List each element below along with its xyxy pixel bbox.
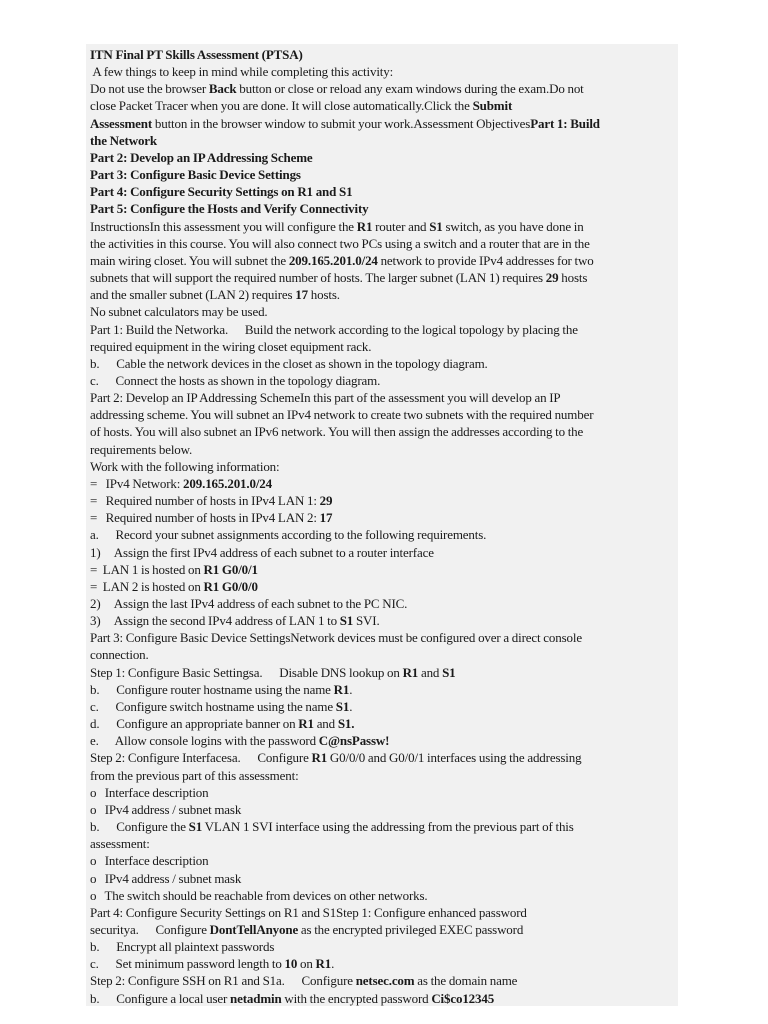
text-run: button in the browser window to submit your work.Assessment Objectives [152,115,531,131]
document-line [90,389,674,406]
text-run: connection. [90,647,149,663]
bold-text: R1 [356,218,373,234]
text-run: o Interface description [90,853,209,869]
document-line [90,269,674,286]
document-line [90,218,674,235]
text-run: . [349,681,353,697]
document-line [90,303,674,320]
document-line [90,561,674,578]
text-run: Part 2: Develop an IP Addressing SchemeIn this part of the assessment you will develop an IP [90,390,561,406]
document-line [90,235,674,252]
bold-text: R1 [298,716,314,732]
document-line [90,406,674,423]
bold-text: R1 [333,681,350,697]
text-run: and [313,716,338,732]
document-line [90,646,674,663]
document-line [90,492,674,509]
text-run: close Packet Tracer when you are done. It will close automatically.Click the [90,98,473,114]
document-line [90,870,674,887]
document-line [90,338,674,355]
bold-text: R1 G0/0/1 [203,561,258,577]
bold-text: 29 [319,493,333,509]
document-line [90,132,674,149]
text-run: o Interface description [90,784,209,800]
bold-text: S1 [188,819,203,835]
text-run: hosts [558,270,588,286]
bold-text: R1 [315,956,332,972]
text-run: = IPv4 Network: [90,475,184,491]
text-run: subnets that will support the required number of hosts. The larger subnet (LAN 1) requires [90,270,546,286]
document-line [90,183,674,200]
text-run: and [418,664,443,680]
bold-text: DontTellAnyone [209,921,299,937]
document-line [90,355,674,372]
document-line [90,578,674,595]
document-line [90,115,674,132]
bold-text: the Network [90,132,158,148]
text-run: the activities in this course. You will also connect two PCs using a switch and a router that are in the [90,235,590,251]
document-line [90,509,674,526]
document-line [90,46,674,63]
text-run: Part 4: Configure Security Settings on R1 and S1Step 1: Configure enhanced password [90,904,527,920]
text-run: 2) Assign the last IPv4 address of each subnet to the PC NIC. [90,596,408,611]
text-run: network to provide IPv4 addresses for two [377,252,594,268]
bold-text: Part 4: Configure Security Settings on R1 and S1 [90,184,353,200]
bold-text: 10 [284,956,298,972]
bold-text: Ci$co12345 [431,990,495,1006]
text-run: router and [372,218,430,234]
text-run: A few things to keep in mind while completing this activity: [90,64,394,80]
document-line [90,423,674,440]
text-run: b. Configure a local user [90,990,231,1006]
bold-text: netadmin [230,990,282,1006]
text-run: Part 3: Configure Basic Device SettingsNetwork devices must be configured over a direct console [90,630,582,646]
text-run: Part 1: Build the Networka. Build the network according to the logical topology by placing the [90,321,578,337]
bold-text: S1. [337,716,355,732]
text-run: . [331,956,335,972]
text-run: and the smaller subnet (LAN 2) requires [90,287,296,303]
text-run: securitya. Configure [90,921,210,937]
text-run: e. Allow console logins with the password [90,733,319,749]
text-run: = Required number of hosts in IPv4 LAN 1: [90,493,320,509]
text-run: b. Configure the [90,819,189,835]
text-run: button or close or reload any exam windows during the exam.Do not [236,81,584,97]
bold-text: C@nsPassw! [318,733,390,749]
text-run: o The switch should be reachable from devices on other networks. [90,887,428,903]
bold-text: Back [208,81,237,97]
text-run: Do not use the browser [90,81,209,97]
document-line [90,990,674,1006]
document-line [90,321,674,338]
document-line [90,801,674,818]
text-run: Step 1: Configure Basic Settingsa. Disable DNS lookup on [90,664,403,680]
text-run: No subnet calculators may be used. [90,304,268,320]
document-line [90,715,674,732]
text-run: b. Configure router hostname using the name [90,681,334,697]
text-run: = LAN 2 is hosted on [90,578,204,594]
bold-text: ITN Final PT Skills Assessment (PTSA) [90,47,303,62]
text-run: hosts. [307,287,340,303]
text-run: . [349,698,353,714]
document-line [90,97,674,114]
document-line [90,921,674,938]
document-line [90,887,674,904]
document-page [86,44,678,1006]
text-run: o IPv4 address / subnet mask [90,801,242,817]
bold-text: 209.165.201.0/24 [288,252,378,268]
document-line [90,698,674,715]
bold-text: Part 3: Configure Basic Device Settings [90,167,301,183]
document-line [90,767,674,784]
document-line [90,252,674,269]
bold-text: S1 [335,698,350,714]
text-run: VLAN 1 SVI interface using the addressing from the previous part of this [202,819,574,835]
text-run: c. Configure switch hostname using the name [90,698,336,714]
document-line [90,149,674,166]
document-line [90,904,674,921]
text-run: b. Cable the network devices in the closet as shown in the topology diagram. [90,355,488,371]
document-line [90,732,674,749]
text-run: d. Configure an appropriate banner on [90,716,299,732]
text-run: o IPv4 address / subnet mask [90,870,242,886]
bold-text: R1 G0/0/0 [203,578,258,594]
document-line [90,372,674,389]
bold-text: 17 [295,287,308,303]
document-line [90,441,674,458]
document-line [90,458,674,475]
bold-text: S1 [442,664,456,680]
text-run: InstructionsIn this assessment you will configure the [90,218,357,234]
text-run: 1) Assign the first IPv4 address of each subnet to a router interface [90,544,434,560]
text-run: main wiring closet. You will subnet the [90,252,289,268]
document-body [86,44,678,1006]
text-run: addressing scheme. You will subnet an IPv4 network to create two subnets with the required number [90,407,594,423]
document-line [90,749,674,766]
document-line [90,938,674,955]
text-run: Step 2: Configure SSH on R1 and S1a. Configure [90,973,356,989]
document-line [90,835,674,852]
text-run: with the encrypted password [281,990,432,1006]
document-line [90,852,674,869]
bold-text: Part 5: Configure the Hosts and Verify Connectivity [90,201,369,217]
bold-text: netsec.com [355,973,415,989]
document-line [90,63,674,80]
document-line [90,166,674,183]
bold-text: Assessment [90,115,153,131]
bold-text: R1 [311,750,328,766]
text-run: Step 2: Configure Interfacesa. Configure [90,750,312,766]
document-line [90,681,674,698]
document-line [90,818,674,835]
document-line [90,200,674,217]
bold-text: R1 [402,664,419,680]
document-line [90,544,674,561]
bold-text: 17 [319,510,333,526]
document-line [90,664,674,681]
text-run: of hosts. You will also subnet an IPv6 network. You will then assign the addresses according to the [90,424,584,440]
document-line [90,526,674,543]
document-line [90,972,674,989]
text-run: G0/0/0 and G0/0/1 interfaces using the addressing [327,750,582,766]
text-run: assessment: [90,836,150,852]
text-run: requirements below. [90,441,193,457]
document-line [90,595,674,612]
document-line [90,612,674,629]
bold-text: Submit [472,98,513,114]
bold-text: Part 2: Develop an IP Addressing Scheme [90,149,313,165]
document-line [90,784,674,801]
text-run: = LAN 1 is hosted on [90,561,204,577]
document-line [90,955,674,972]
document-line [90,80,674,97]
text-run: as the domain name [414,973,518,989]
bold-text: S1 [339,613,354,629]
text-run: = Required number of hosts in IPv4 LAN 2: [90,510,320,526]
text-run: as the encrypted privileged EXEC password [298,921,524,937]
text-run: switch, as you have done in [442,218,584,234]
bold-text: Part 1: Build [530,115,600,131]
bold-text: S1 [429,218,443,234]
bold-text: 29 [545,270,559,286]
text-run: a. Record your subnet assignments according to the following requirements. [90,527,487,543]
text-run: from the previous part of this assessment: [90,767,299,783]
text-run: SVI. [353,613,380,629]
bold-text: 209.165.201.0/24 [183,475,273,491]
document-line [90,475,674,492]
document-line [90,286,674,303]
text-run: on [297,956,316,972]
text-run: required equipment in the wiring closet equipment rack. [90,338,372,354]
text-run: 3) Assign the second IPv4 address of LAN 1 to [90,613,340,629]
text-run: c. Set minimum password length to [90,956,285,972]
text-run: b. Encrypt all plaintext passwords [90,939,275,955]
document-line [90,629,674,646]
text-run: c. Connect the hosts as shown in the topology diagram. [90,372,381,388]
text-run: Work with the following information: [90,458,280,474]
